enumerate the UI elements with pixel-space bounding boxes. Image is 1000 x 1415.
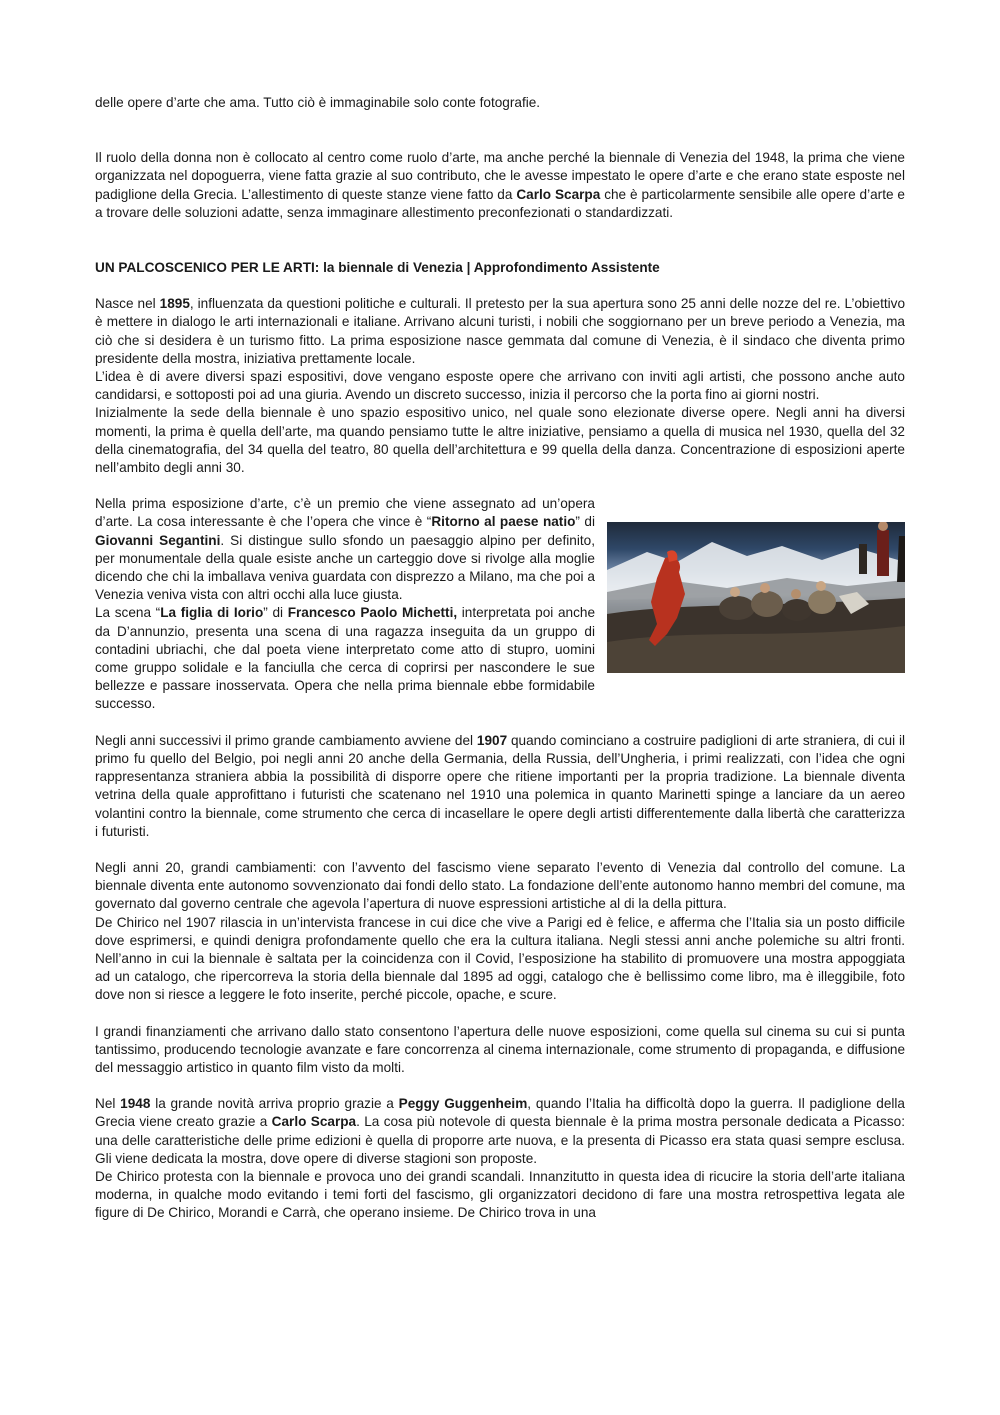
bold-name-segantini: Giovanni Segantini [95,532,221,548]
paragraph-1895: Nasce nel 1895, influenzata da questioni politiche e culturali. Il pretesto per la sua apertura sono 25 anni delle nozze del re. L’obiettivo è mettere in dialogo le arti internazionali e italiane. Arrivano alcuni turisti, i nobili che soggiornano per un breve periodo a Venezia, ma ciò che si desidera è un turismo fitto. La prima esposizione nasce gemmata dal comune di Venezia, è il sindaco che diventa primo presidente della mostra, iniziativa prettamente locale. [95,296,905,366]
paragraph-segantini: Nella prima esposizione d’arte, c’è un premio che viene assegnato ad un’opera d’arte. La cosa interessante è che l’opera che vince è “Ritorno al paese natio” di Giovanni Segantini. Si distingue sullo sfondo un paesaggio alpino per definito, per monumentale della quale esiste anche un carteggio dove si rivolge alla moglie dicendo che chi la imballava veniva guardata con disprezzo a Milano, ma che poi a Venezia veniva vista con altri occhi alla luce giusta. [95,496,595,603]
paragraph-de-chirico-protesta: De Chirico protesta con la biennale e provoca uno dei grandi scandali. Innanzitutto in questa idea di ricucire la storia dell’arte italiana moderna, in qualche modo evitando i temi forti del fascismo, gli organizzatori decidono di fare una mostra retrospettiva legata ale figure di De Chirico, Morandi e Carrà, che operano insieme. De Chirico trova in una [95,1168,905,1221]
bold-title-figlia-di-iorio: La figlia di Iorio [160,605,264,621]
paragraph-intro-1: Il ruolo della donna non è collocato al centro come ruolo d’arte, ma anche perché la biennale di Venezia del 1948, la prima che viene organizzata nel dopoguerra, viene fatta grazie al suo contributo, che le avesse impestato le opere d’arte e che erano state esposte nel padiglione della Grecia. L’allestimento di queste stanze viene fatto da Carlo Scarpa che è particolarmente sensibile alle opere d’arte e a trovare delle soluzioni adatte, senza immaginare allestimento preconfezionati o standardizzati. [95,150,905,220]
paragraph-intro-0: delle opere d’arte che ama. Tutto ciò è immaginabile solo conte fotografie. [95,95,541,110]
paragraph-1907: Negli anni successivi il primo grande cambiamento avviene del 1907 quando cominciano a costruire padiglioni di arte straniera, di cui il primo fu quello del Belgio, poi negli anni 20 anche della Germania, della Russia, dell’Ungheria, i primi realizzati, con l’idea che ogni rappresentanza straniera abbia la possibilità di disporre opere che ritiene importanti per la propria tradizione. La biennale diventa vetrina della quale approfittano i futuristi che scatenano nel 1910 una polemica in quanto Marinetti spinge a lanciare da un aereo volantini contro la biennale, come strumento che cerca di incasellare le opere degli artisti differentemente dalla libertà che caratterizza i futuristi. [95,732,905,839]
paragraph-de-chirico-1907: De Chirico nel 1907 rilascia in un’intervista francese in cui dice che vive a Parigi ed è felice, e afferma che l’Italia sia un posto difficile dove esprimersi, e quindi denigra profondamente quello che era la cultura italiana. Negli stessi anni anche polemiche su altri fronti. Nell’anno in cui la biennale è saltata per la coincidenza con il Covid, l’esposizione ha stabilito di promuovere una mostra appoggiata ad un catalogo, che ripercorreva la storia della biennale dal 1895 ad oggi, catalogo che è bellissimo come libro, ma è illeggibile, foto dove non si riesce a leggere le foto inserite, perché piccole, opache, e scure. [95,914,905,1003]
text-image-block [95,495,905,713]
bold-title-ritorno: Ritorno al paese natio [431,514,576,530]
bold-name-peggy-guggenheim: Peggy Guggenheim [398,1096,528,1112]
bold-year-1907: 1907 [476,732,508,748]
paragraph-sede-biennale: Inizialmente la sede della biennale è uno spazio espositivo unico, nel quale sono elezionate diverse opere. Negli anni ha diversi momenti, la prima è quella dell’arte, ma quando pensiamo tutte le altre iniziative, pensiamo a quella di musica nel 1930, quella del 32 della cinematografia, del 34 quella del teatro, 80 quella dell’architettura e 99 quella della danza. Concentrazione di esposizioni aperte nell’ambito degli anni 30. [95,405,905,476]
bold-name-carlo-scarpa-2: Carlo Scarpa [271,1114,357,1130]
paragraph-anni-20: Negli anni 20, grandi cambiamenti: con l’avvento del fascismo viene separato l’evento di Venezia dal controllo del comune. La biennale diventa ente autonomo sovvenzionato dai fondi dello stato. La fondazione dell’ente autonomo hanno membri del comune, ma governato dal governo centrale che agevola l’apertura di nuove espressioni artistiche al di la della pittura. [95,859,905,912]
text-column [95,495,595,713]
bold-name-michetti: Francesco Paolo Michetti, [287,605,458,621]
painting-image [607,522,905,673]
paragraph-michetti: La scena “La figlia di Iorio” di Francesco Paolo Michetti, interpretata poi anche da D’annunzio, presenta una scena di una ragazza inseguita da un gruppo di contadini ubriachi, che dal poeta viene interpretato come atto di stupro, uomini come gruppo solidale e la fanciulla che cerca di coprirsi per nascondere le sue bellezze e passare inosservata. Opera che nella prima biennale ebbe formidabile successo. [95,605,596,712]
paragraph-spazi-espositivi: L’idea è di avere diversi spazi espositivi, dove vengano esposte opere che arrivano con inviti agli artisti, che possono anche auto candidarsi, e sottoposti poi ad una giuria. Avendo un discreto successo, inizia il percorso che la porta fino ai giorni nostri. [95,369,905,403]
paragraph-1948: Nel 1948 la grande novità arriva proprio grazie a Peggy Guggenheim, quando l’Italia ha difficoltà dopo la guerra. Il padiglione della Grecia viene creato grazie a Carlo Scarpa. La cosa più notevole di questa biennale è la prima mostra personale dedicata a Picasso: una delle caratteristiche delle prime edizioni è quella di proporre arte nuova, e la presenta di Picasso era stata quasi sempre esclusa. Gli viene dedicata la mostra, dove opere di diverse stagioni son proposte. [95,1096,905,1166]
bold-name-carlo-scarpa: Carlo Scarpa [516,186,601,202]
bold-year-1948: 1948 [120,1096,151,1112]
document-page [95,94,905,1223]
paragraph-finanziamenti: I grandi finanziamenti che arrivano dallo stato consentono l’apertura delle nuove esposizioni, come quella sul cinema su cui si punta tantissimo, producendo tecnologie avanzate e fare concorrenza al cinema internazionale, come strumento di propaganda, e diffusione del messaggio artistico in quanto film visto da molti. [95,1023,905,1075]
painting-illustration [607,522,905,673]
bold-year-1895: 1895 [159,296,190,312]
section-heading: UN PALCOSCENICO PER LE ARTI: la biennale di Venezia | Approfondimento Assistente [95,260,660,276]
